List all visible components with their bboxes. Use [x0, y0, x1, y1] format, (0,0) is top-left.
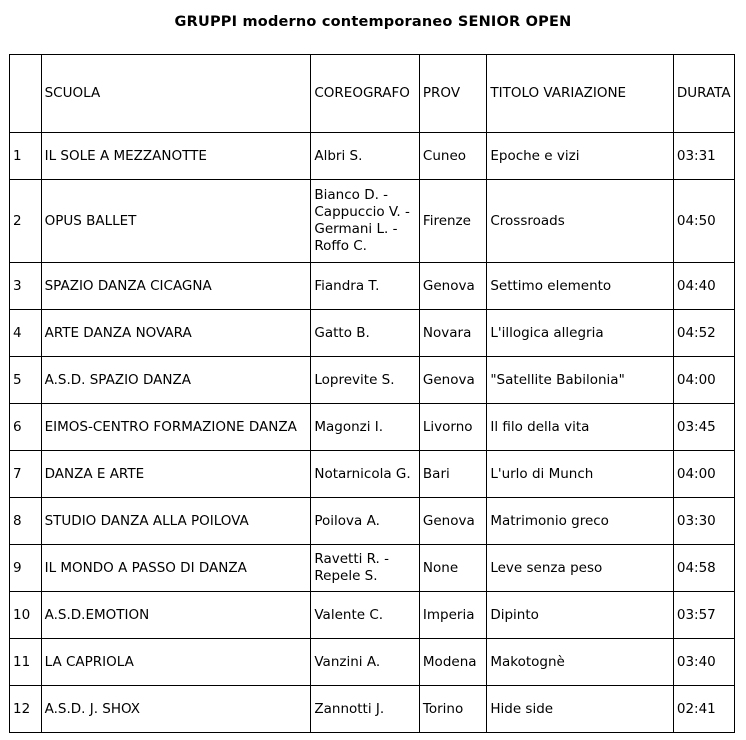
- cell-duration: 04:40: [673, 263, 734, 310]
- cell-title: L'urlo di Munch: [487, 451, 674, 498]
- cell-province: Bari: [419, 451, 486, 498]
- cell-title: Hide side: [487, 686, 674, 733]
- cell-school: EIMOS-CENTRO FORMAZIONE DANZA: [41, 404, 311, 451]
- cell-choreographer: Fiandra T.: [311, 263, 420, 310]
- cell-duration: 04:00: [673, 451, 734, 498]
- cell-province: Novara: [419, 310, 486, 357]
- cell-number: 9: [10, 545, 42, 592]
- cell-number: 1: [10, 133, 42, 180]
- cell-number: 3: [10, 263, 42, 310]
- cell-title: Crossroads: [487, 180, 674, 263]
- table-row: [10, 263, 735, 310]
- cell-province: Genova: [419, 263, 486, 310]
- cell-choreographer: Notarnicola G.: [311, 451, 420, 498]
- table-row: [10, 133, 735, 180]
- cell-province: Genova: [419, 498, 486, 545]
- cell-province: None: [419, 545, 486, 592]
- entries-table: [9, 54, 735, 733]
- cell-number: 2: [10, 180, 42, 263]
- table-row: [10, 686, 735, 733]
- table-row: [10, 357, 735, 404]
- cell-title: Epoche e vizi: [487, 133, 674, 180]
- table-row: [10, 404, 735, 451]
- table-row: [10, 180, 735, 263]
- cell-province: Genova: [419, 357, 486, 404]
- cell-choreographer: Gatto B.: [311, 310, 420, 357]
- cell-school: LA CAPRIOLA: [41, 639, 311, 686]
- cell-number: 10: [10, 592, 42, 639]
- table-row: [10, 310, 735, 357]
- cell-number: 8: [10, 498, 42, 545]
- header-number: [10, 55, 42, 133]
- cell-number: 4: [10, 310, 42, 357]
- cell-province: Cuneo: [419, 133, 486, 180]
- cell-duration: 03:40: [673, 639, 734, 686]
- cell-duration: 04:52: [673, 310, 734, 357]
- cell-province: Modena: [419, 639, 486, 686]
- cell-school: A.S.D.EMOTION: [41, 592, 311, 639]
- entries-table-body: [10, 55, 735, 733]
- cell-title: Matrimonio greco: [487, 498, 674, 545]
- cell-school: DANZA E ARTE: [41, 451, 311, 498]
- cell-province: Imperia: [419, 592, 486, 639]
- cell-number: 12: [10, 686, 42, 733]
- cell-title: Dipinto: [487, 592, 674, 639]
- table-row: [10, 451, 735, 498]
- cell-number: 5: [10, 357, 42, 404]
- cell-duration: 03:45: [673, 404, 734, 451]
- cell-school: A.S.D. J. SHOX: [41, 686, 311, 733]
- cell-school: SPAZIO DANZA CICAGNA: [41, 263, 311, 310]
- cell-choreographer: Ravetti R. - Repele S.: [311, 545, 420, 592]
- cell-duration: 02:41: [673, 686, 734, 733]
- cell-number: 7: [10, 451, 42, 498]
- cell-duration: 04:00: [673, 357, 734, 404]
- cell-province: Livorno: [419, 404, 486, 451]
- header-school: SCUOLA: [41, 55, 311, 133]
- cell-province: Firenze: [419, 180, 486, 263]
- cell-duration: 03:30: [673, 498, 734, 545]
- cell-school: OPUS BALLET: [41, 180, 311, 263]
- cell-school: A.S.D. SPAZIO DANZA: [41, 357, 311, 404]
- cell-choreographer: Zannotti J.: [311, 686, 420, 733]
- table-row: [10, 498, 735, 545]
- header-row: [10, 55, 735, 133]
- header-province: PROV: [419, 55, 486, 133]
- header-title: TITOLO VARIAZIONE: [487, 55, 674, 133]
- header-duration: DURATA: [673, 55, 734, 133]
- cell-choreographer: Bianco D. - Cappuccio V. - Germani L. - Roffo C.: [311, 180, 420, 263]
- cell-choreographer: Loprevite S.: [311, 357, 420, 404]
- cell-school: IL SOLE A MEZZANOTTE: [41, 133, 311, 180]
- cell-school: IL MONDO A PASSO DI DANZA: [41, 545, 311, 592]
- cell-school: STUDIO DANZA ALLA POILOVA: [41, 498, 311, 545]
- cell-choreographer: Poilova A.: [311, 498, 420, 545]
- cell-title: Makotognè: [487, 639, 674, 686]
- cell-duration: 04:58: [673, 545, 734, 592]
- cell-title: Il filo della vita: [487, 404, 674, 451]
- cell-duration: 03:57: [673, 592, 734, 639]
- cell-choreographer: Magonzi I.: [311, 404, 420, 451]
- cell-number: 6: [10, 404, 42, 451]
- cell-duration: 04:50: [673, 180, 734, 263]
- cell-province: Torino: [419, 686, 486, 733]
- cell-title: L'illogica allegria: [487, 310, 674, 357]
- table-row: [10, 639, 735, 686]
- cell-title: Settimo elemento: [487, 263, 674, 310]
- cell-choreographer: Vanzini A.: [311, 639, 420, 686]
- cell-choreographer: Valente C.: [311, 592, 420, 639]
- header-choreographer: COREOGRAFO: [311, 55, 420, 133]
- table-row: [10, 545, 735, 592]
- table-row: [10, 592, 735, 639]
- cell-choreographer: Albri S.: [311, 133, 420, 180]
- cell-title: Leve senza peso: [487, 545, 674, 592]
- cell-duration: 03:31: [673, 133, 734, 180]
- cell-school: ARTE DANZA NOVARA: [41, 310, 311, 357]
- cell-title: "Satellite Babilonia": [487, 357, 674, 404]
- cell-number: 11: [10, 639, 42, 686]
- page-title: GRUPPI moderno contemporaneo SENIOR OPEN: [174, 14, 572, 30]
